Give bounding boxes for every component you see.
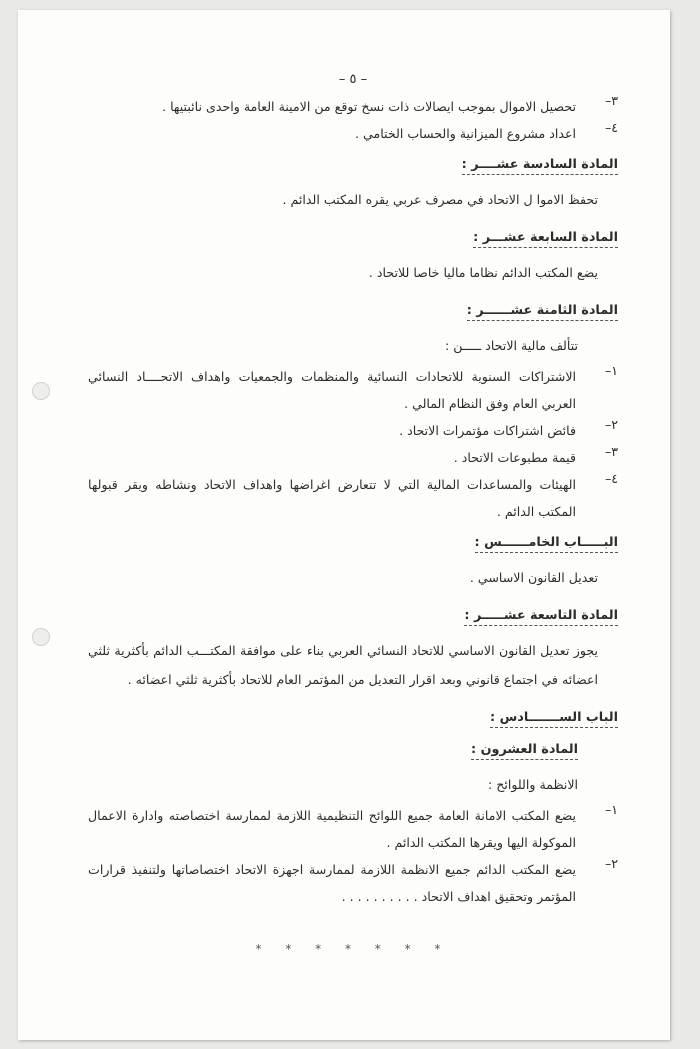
item-number: ٣– [604, 93, 618, 108]
item-text: فائض اشتراكات مؤتمرات الاتحاد . [399, 423, 576, 438]
article-17-heading: المادة السابعة عشـــر : [473, 230, 618, 248]
chapter-5-heading: البـــــاب الخامــــــس : [475, 535, 618, 553]
article-20-heading: المادة العشرون : [471, 742, 578, 760]
page-content [88, 72, 618, 956]
punch-hole [32, 628, 50, 646]
article-16-heading: المادة السادسة عشــــر : [462, 157, 618, 175]
punch-hole [32, 382, 50, 400]
list-item [88, 471, 618, 525]
item-number: ١– [604, 802, 618, 817]
item-text: قيمة مطبوعات الاتحاد . [453, 450, 576, 465]
item-number: ١– [604, 363, 618, 378]
article-18-intro: تتألف مالية الاتحاد ـــــن : [444, 338, 578, 353]
footer-stars: * * * * * * * [255, 942, 451, 956]
article-20-intro: الانظمة واللوائح : [487, 777, 578, 792]
article-19-text: يجوز تعديل القانون الاساسي للاتحاد النسائي العربي بناء على موافقة المكتـــب الدائم بأكثرية ثلثي اعضائه في اجتماع قانوني وبعد اقرار التعديل من المؤتمر العام للاتحاد بأكثرية ثلثي اعضائه . [88, 643, 598, 687]
list-item [88, 856, 618, 910]
page-number: – ٥ – [338, 72, 368, 87]
article-17-text: يضع المكتب الدائم نظاما ماليا خاصا للاتحاد . [368, 265, 598, 280]
chapter-6-heading: الباب الســـــــادس : [490, 710, 618, 728]
article-16-text: تحفظ الاموا ل الاتحاد في مصرف عربي يقره المكتب الدائم . [282, 192, 598, 207]
item-number: ٢– [604, 856, 618, 871]
item-text-body: يضع المكتب الدائم جميع الانظمة اللازمة لممارسة اجهزة الاتحاد اختصاصاتها ولتنفيذ قرارات المؤتمر وتحقيق اهداف الاتحاد [88, 862, 576, 904]
list-item [88, 417, 618, 444]
list-item [88, 120, 618, 147]
chapter-5-text: تعديل القانون الاساسي . [469, 570, 598, 585]
trailing-dots: . . . . . . . . . . [341, 889, 418, 904]
list-item [88, 93, 618, 120]
article-19-heading: المادة التاسعة عشـــــر : [464, 608, 618, 626]
item-text: يضع المكتب الامانة العامة جميع اللوائح التنظيمية اللازمة لممارسة اختصاصته وادارة الاعمال الموكولة اليها ويقرها المكتب الدائم . [88, 808, 576, 850]
list-item [88, 363, 618, 417]
item-number: ٣– [604, 444, 618, 459]
document-page [18, 10, 670, 1040]
item-text: تحصيل الاموال بموجب ايصالات ذات نسخ توقع من الامينة العامة واحدى نائبتيها . [162, 99, 576, 114]
item-number: ٢– [604, 417, 618, 432]
item-number: ٤– [604, 471, 618, 486]
item-text: اعداد مشروع الميزانية والحساب الختامي . [354, 126, 576, 141]
article-18-heading: المادة الثامنة عشــــــر : [467, 303, 618, 321]
item-number: ٤– [604, 120, 618, 135]
item-text [88, 856, 576, 910]
item-text: الهيئات والمساعدات المالية التي لا تتعارض اغراضها واهداف الاتحاد ونشاطه ويقر قبولها المكتب الدائم . [88, 477, 576, 519]
item-text: الاشتراكات السنوية للاتحادات النسائية والمنظمات والجمعيات واهداف الاتحــــاد النسائي العربي العام وفق النظام المالي . [88, 369, 576, 411]
list-item [88, 802, 618, 856]
list-item [88, 444, 618, 471]
